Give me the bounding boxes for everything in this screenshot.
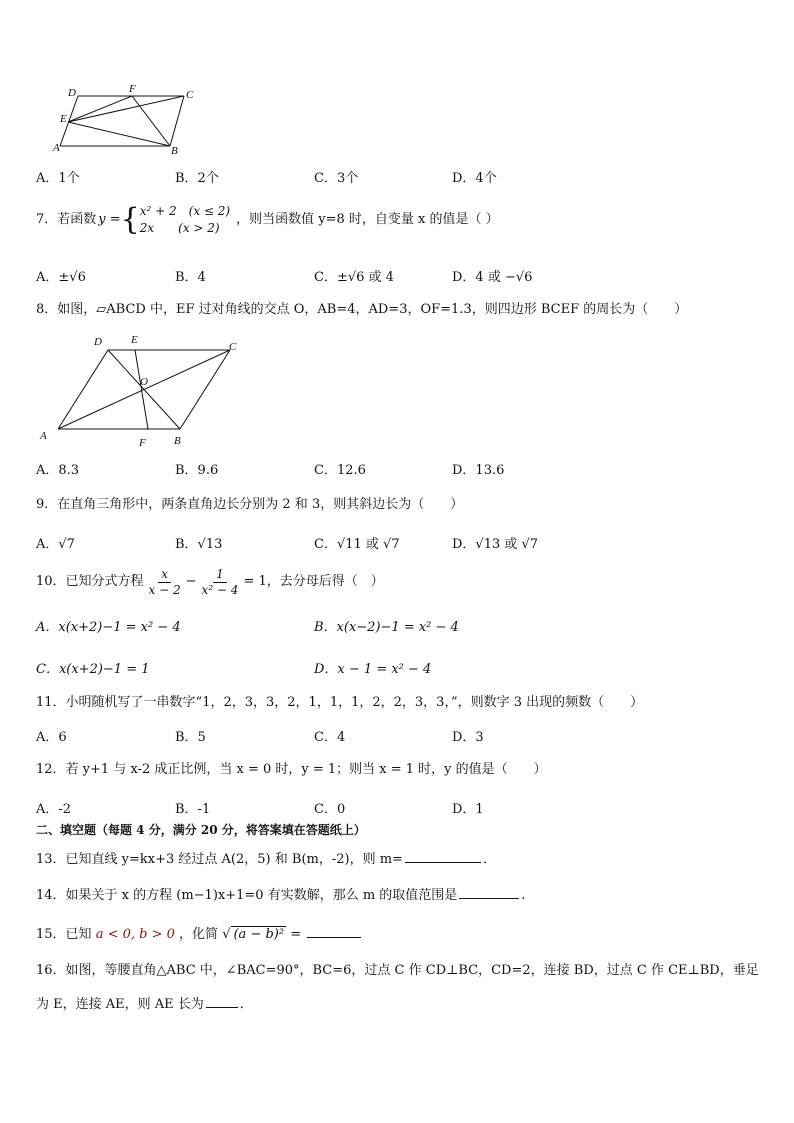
q12-stem: 12．若 y+1 与 x-2 成正比例，当 x = 0 时，y = 1；则当 x = 1 时，y 的值是（ ） (36, 762, 547, 777)
q10-option-b[interactable]: B．x(x−2)−1 = x² − 4 (314, 620, 459, 635)
q10-f2-denominator: x² − 4 (201, 582, 239, 597)
q11-option-a[interactable]: A．6 (36, 730, 67, 745)
q8-label-D: D (94, 336, 102, 348)
q13-answer-blank[interactable] (405, 850, 481, 863)
q7-piece2: 2x (x > 2) (139, 221, 220, 235)
q16-line1: 16．如图，等腰直角△ABC 中，∠BAC=90°，BC=6，过点 C 作 CD⊥BC，CD=2，连接 BD，过点 C 作 CE⊥BD，垂足 (36, 963, 759, 978)
q6-option-a[interactable]: A．1个 (36, 171, 80, 186)
q10-option-a[interactable]: A．x(x+2)−1 = x² − 4 (36, 620, 181, 635)
q11-stem: 11．小明随机写了一串数字“1，2，3，3，2，1，1，1，2，2，3，3，”，则数字 3 出现的频数（ ） (36, 695, 644, 710)
q9-option-a[interactable]: A．√7 (36, 537, 75, 552)
q6-label-E: E (60, 113, 67, 125)
q13-stem (36, 850, 496, 868)
q7-option-b[interactable]: B．4 (175, 270, 206, 285)
q7-func: y = (98, 212, 121, 227)
q10-option-d[interactable]: D．x − 1 = x² − 4 (314, 662, 432, 677)
q15-answer-blank[interactable] (307, 925, 361, 938)
q6-label-D: D (68, 87, 76, 99)
q7-option-c[interactable]: C．±√6 或 4 (314, 270, 394, 285)
q7-pieces (140, 203, 230, 237)
q16-line2: 为 E，连接 AE，则 AE 长为 (36, 997, 204, 1012)
q16-end: ． (239, 997, 253, 1012)
q8-label-A: A (40, 430, 47, 442)
q10-minus: − (185, 574, 197, 589)
q15-condition: a < 0, b > 0 (95, 927, 175, 942)
q15-prefix: 15．已知 (36, 927, 92, 942)
q10-fraction-1 (146, 567, 184, 598)
q13-text: 13．已知直线 y=kx+3 经过点 A(2，5) 和 B(m，-2)，则 m= (36, 852, 403, 867)
q14-end: . (521, 888, 526, 903)
q16-line2-wrap (36, 995, 253, 1013)
q8-parallelogram (58, 350, 230, 429)
q8-label-E: E (131, 334, 138, 346)
q10-f2-numerator: 1 (213, 567, 227, 583)
q6-label-B: B (171, 145, 178, 157)
q8-figure (36, 330, 256, 450)
q9-option-d[interactable]: D．√13 或 √7 (452, 537, 539, 552)
q14-text: 14．如果关于 x 的方程 (m−1)x+1=0 有实数解，那么 m 的取值范围是 (36, 888, 458, 903)
q6-option-c[interactable]: C．3个 (314, 171, 359, 186)
q16-answer-blank[interactable] (206, 995, 238, 1008)
q10-f1-denominator: x − 2 (148, 582, 181, 597)
q6-option-b[interactable]: B．2个 (175, 171, 219, 186)
q6-label-F: F (129, 84, 136, 95)
q8-option-d[interactable]: D．13.6 (452, 463, 505, 478)
q8-label-B: B (174, 435, 181, 447)
q8-label-F: F (139, 437, 146, 449)
q8-option-c[interactable]: C．12.6 (314, 463, 366, 478)
q15-mid: ，化简 (179, 927, 219, 942)
q6-label-C: C (186, 89, 194, 101)
q7-prefix: 7．若函数 (36, 212, 97, 227)
q8-stem: 8．如图，▱ABCD 中，EF 过对角线的交点 O，AB=4，AD=3，OF=1.3，则四边形 BCEF 的周长为（ ） (36, 302, 688, 317)
q6-figure (50, 84, 210, 158)
q8-label-O: O (140, 376, 148, 388)
q8-label-C: C (229, 341, 237, 353)
q10-prefix: 10．已知分式方程 (36, 574, 144, 589)
section2-heading: 二、填空题（每题 4 分，满分 20 分，将答案填在答题纸上） (36, 823, 366, 837)
q7-option-a[interactable]: A．±√6 (36, 270, 86, 285)
q9-option-c[interactable]: C．√11 或 √7 (314, 537, 400, 552)
q15-eq: = (290, 927, 306, 942)
q11-option-d[interactable]: D．3 (452, 730, 484, 745)
q12-option-a[interactable]: A．-2 (36, 802, 72, 817)
q9-stem: 9．在直角三角形中，两条直角边长分别为 2 和 3，则其斜边长为（ ） (36, 497, 464, 512)
q7-option-d[interactable]: D．4 或 −√6 (452, 270, 533, 285)
q15-sqrt-sign: √ (222, 927, 231, 942)
q10-option-c[interactable]: C．x(x+2)−1 = 1 (36, 662, 150, 677)
q11-option-b[interactable]: B．5 (175, 730, 206, 745)
q7-stem (36, 200, 499, 240)
q7-suffix: ，则当函数值 y=8 时，自变量 x 的值是（ ） (236, 212, 499, 227)
q14-stem (36, 886, 525, 904)
q10-suffix: = 1，去分母后得（ ） (243, 574, 384, 589)
q11-option-c[interactable]: C．4 (314, 730, 346, 745)
q7-piece1: x² + 2 (x ≤ 2) (139, 204, 231, 218)
q12-option-b[interactable]: B．-1 (175, 802, 211, 817)
q12-option-c[interactable]: C．0 (314, 802, 346, 817)
q6-option-d[interactable]: D．4个 (452, 171, 497, 186)
q14-answer-blank[interactable] (459, 886, 519, 899)
q15-radicand: (a − b)² (233, 927, 285, 942)
q6-label-A: A (53, 142, 60, 154)
q8-option-a[interactable]: A．8.3 (36, 463, 80, 478)
q7-brace: { (120, 202, 140, 237)
q9-option-b[interactable]: B．√13 (175, 537, 223, 552)
q8-option-b[interactable]: B．9.6 (175, 463, 219, 478)
q13-end: ． (482, 852, 496, 867)
q10-stem (36, 564, 384, 600)
q12-option-d[interactable]: D．1 (452, 802, 484, 817)
q6-parallelogram (60, 96, 184, 146)
q10-fraction-2 (199, 567, 242, 598)
q10-f1-numerator: x (158, 567, 171, 583)
q15-stem (36, 925, 363, 943)
